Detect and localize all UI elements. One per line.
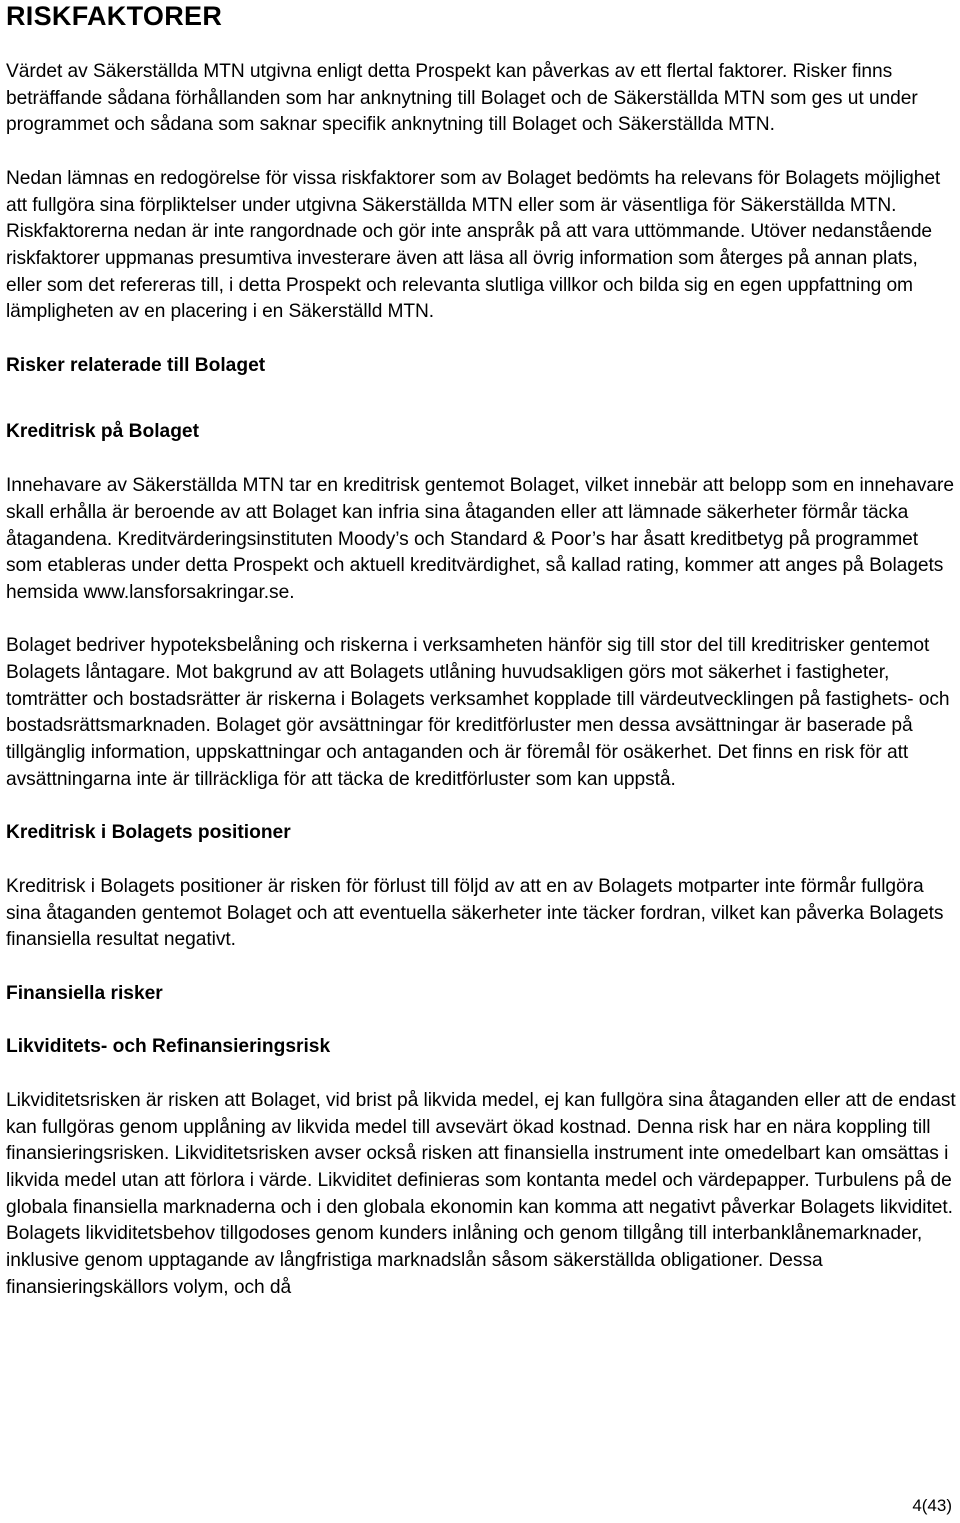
intro-paragraph-2: Nedan lämnas en redogörelse för vissa riskfaktorer som av Bolaget bedömts ha relevans för Bolagets möjlighet att fullgöra sina förpliktelser under utgivna Säkerställda MTN eller som är väsentliga för Säkerställda MTN. Riskfaktorerna nedan är inte rangordnade och gör inte anspråk på att vara uttömmande. Utöver nedanstående riskfaktorer uppmanas presumtiva investerare även att läsa all övrig information som återges på annan plats, eller som det refereras till, i detta Prospekt och relevanta slutliga villkor och bilda sig en egen uppfattning om lämpligheten av en placering i en Säkerställd MTN. xyxy=(6,167,941,323)
page-number: 4(43) xyxy=(912,1496,952,1515)
liquidity-risk-paragraph: Likviditetsrisken är risken att Bolaget, vid brist på likvida medel, ej kan fullgöra sina åtaganden eller att de endast kan fullgöras genom upplåning av likvida medel till avsevärt ökad kostnad. Denna risk har en nära koppling till finansieringsrisken. Likviditetsrisken avser också risken att finansiella instrument inte omedelbart kan omsättas i likvida medel utan att förlora i värde. Likviditet definieras som kontanta medel och värdepapper. Turbulens på de globala finansiella marknaderna och i den globala ekonomin kan komma att negativt påverkar Bolagets likviditet. Bolagets likviditetsbehov tillgodoses genom kunders inlåning och genom tillgång till interbanklånemarknader, inklusive genom upptagande av långfristiga marknadslån såsom säkerställda obligationer. Dessa finansieringskällors volym, och då xyxy=(6,1089,956,1298)
subheading-liquidity-risk: Likviditets- och Refinansieringsrisk xyxy=(6,1036,331,1058)
section-heading-financial-risks: Finansiella risker xyxy=(6,982,163,1004)
subheading-positions-credit-risk: Kreditrisk i Bolagets positioner xyxy=(6,822,291,844)
document-page xyxy=(6,0,958,1301)
section-heading-company-risks: Risker relaterade till Bolaget xyxy=(6,354,266,376)
page-title: RISKFAKTORER xyxy=(6,1,223,31)
credit-risk-paragraph-1: Innehavare av Säkerställda MTN tar en kreditrisk gentemot Bolaget, vilket innebär att belopp som en innehavare skall erhålla är beroende av att Bolaget kan infria sina åtaganden eller att lämnade säkerheter förmår täcka åtagandena. Kreditvärderingsinstituten Moody’s och Standard & Poor’s har åsatt kreditbetyg på programmet som etableras under detta Prospekt och aktuell kreditvärdighet, så kallad rating, kommer att anges på Bolagets hemsida www.lansforsakringar.se. xyxy=(6,475,955,603)
intro-paragraph-1: Värdet av Säkerställda MTN utgivna enligt detta Prospekt kan påverkas av ett flertal faktorer. Risker finns beträffande sådana förhållanden som har anknytning till Bolaget och de Säkerställda MTN som ges ut under programmet och sådana som saknar specifik anknytning till Bolaget och Säkerställda MTN. xyxy=(6,61,918,136)
credit-risk-paragraph-2: Bolaget bedriver hypoteksbelåning och riskerna i verksamheten hänför sig till stor del till kreditrisker gentemot Bolagets låntagare. Mot bakgrund av att Bolagets utlåning huvudsakligen görs mot säkerhet i fastigheter, tomträtter och bostadsrätter är riskerna i Bolagets verksamhet kopplade till värdeutvecklingen på fastighets- och bostadsrättsmarknaden. Bolaget gör avsättningar för kreditförluster men dessa avsättningar är baserade på tillgänglig information, uppskattningar och antaganden och är föremål för osäkerhet. Det finns en risk för att avsättningarna inte är tillräckliga för att täcka de kreditförluster som kan uppstå. xyxy=(6,635,950,790)
positions-risk-paragraph: Kreditrisk i Bolagets positioner är risken för förlust till följd av att en av Bolagets motparter inte förmår fullgöra sina åtaganden gentemot Bolaget och att eventuella säkerheter inte täcker fordran, vilket kan påverka Bolagets finansiella resultat negativt. xyxy=(6,875,944,951)
subheading-credit-risk: Kreditrisk på Bolaget xyxy=(6,421,199,443)
